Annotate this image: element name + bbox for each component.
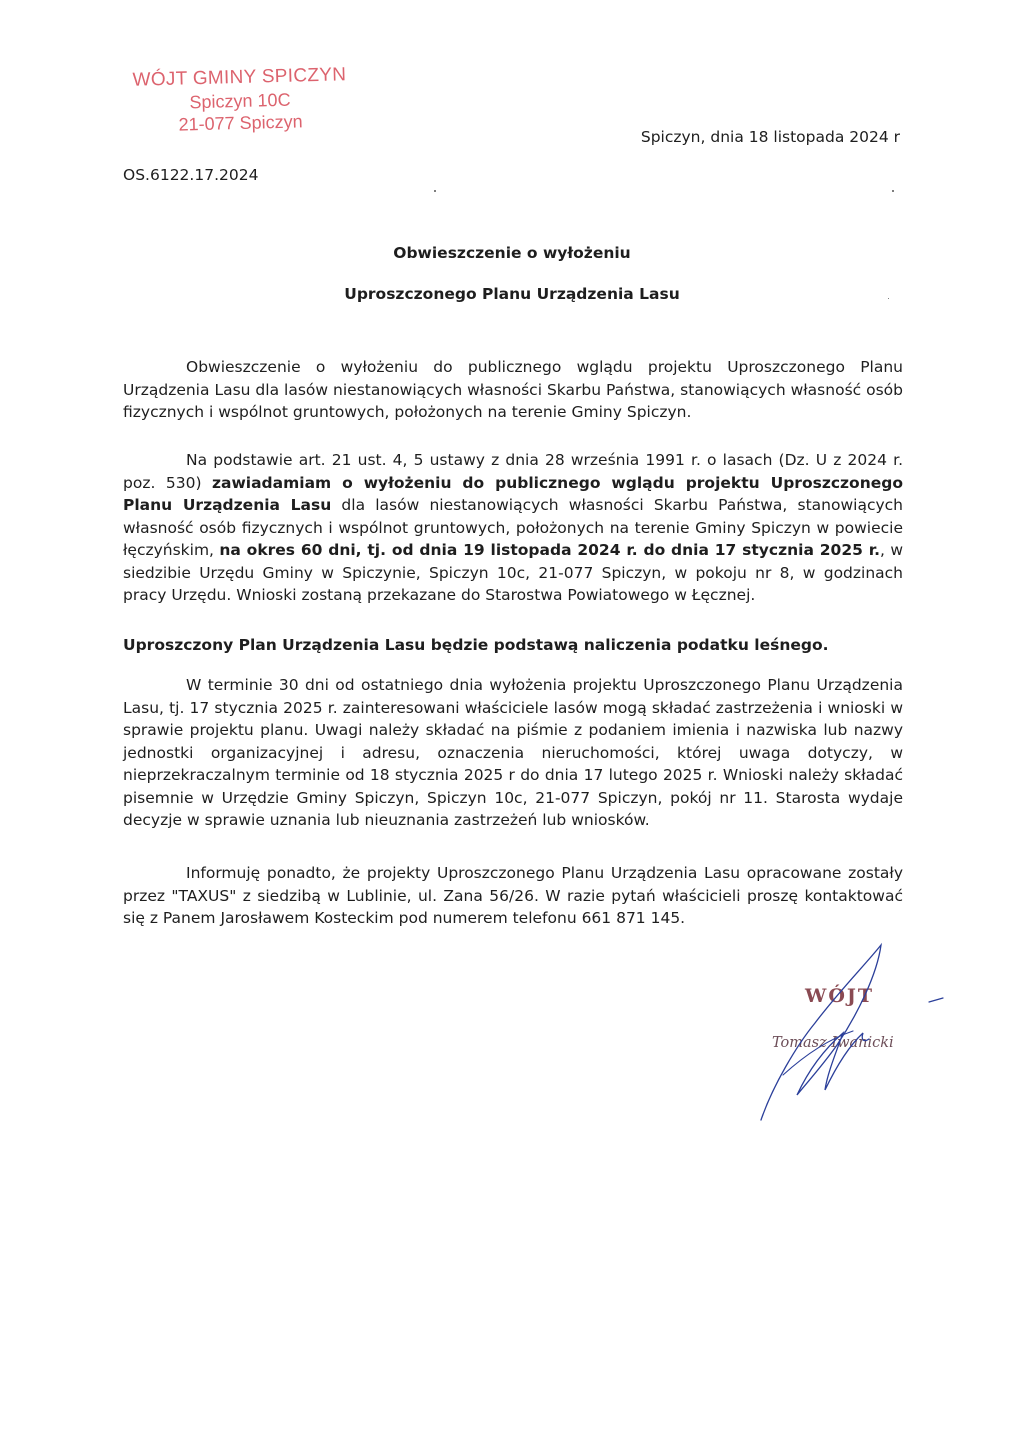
- stamp-line-1: WÓJT GMINY SPICZYN: [132, 64, 347, 91]
- document-title-line-1: Obwieszczenie o wyłożeniu: [393, 244, 631, 262]
- paragraph-legal-basis: [123, 449, 903, 607]
- paragraph-intro: [123, 356, 903, 424]
- paragraph-contact-text: Informuję ponadto, że projekty Uproszczonego Planu Urządzenia Lasu opracowane zostały przez "TAXUS" z siedzibą w Lublinie, ul. Zana 56/26. W razie pytań właścicieli proszę kontaktować się z Panem Jarosławem Kosteckim pod numerem telefonu 661 871 145.: [123, 864, 903, 927]
- signature-title: WÓJT: [805, 985, 875, 1007]
- paragraph-objections-text: W terminie 30 dni od ostatniego dnia wyłożenia projektu Uproszczonego Planu Urządzenia Lasu, tj. 17 stycznia 2025 r. zainteresowani właściciele lasów mogą składać zastrzeżenia i wnioski w sprawie projektu planu. Uwagi należy składać na piśmie z podaniem imienia i nazwiska lub nazwy jednostki organizacyjnej i adresu, oznaczenia nieruchomości, której uwaga dotyczy, w nieprzekraczalnym terminie od 18 stycznia 2025 r do dnia 17 lutego 2025 r. Wnioski należy składać pisemnie w Urzędzie Gminy Spiczyn, Spiczyn 10c, 21-077 Spiczyn, pokój nr 11. Starosta wydaje decyzje w sprawie uznania lub nieuznania zastrzeżeń lub wniosków.: [123, 676, 903, 829]
- signature-stroke: [761, 945, 881, 1120]
- legal-basis-part-a: Na podstawie art. 21 ust. 4, 5 ustawy z dnia 28 września 1991 r. o lasach (Dz. U z 2024 r. poz. 530): [123, 451, 903, 492]
- office-stamp: [119, 63, 361, 137]
- reference-number: OS.6122.17.2024: [123, 166, 259, 184]
- stamp-line-3: 21-077 Spiczyn: [178, 111, 303, 135]
- scan-speck: [892, 190, 894, 192]
- place-and-date: Spiczyn, dnia 18 listopada 2024 r: [640, 128, 900, 146]
- paragraph-tax-note-text: Uproszczony Plan Urządzenia Lasu będzie podstawą naliczenia podatku leśnego.: [123, 636, 829, 654]
- paragraph-intro-text: Obwieszczenie o wyłożeniu do publicznego wglądu projektu Uproszczonego Planu Urządzenia Lasu dla lasów niestanowiących własności Skarbu Państwa, stanowiących własność osób fizycznych i wspólnot gruntowych, położonych na terenie Gminy Spiczyn.: [123, 358, 903, 421]
- stamp-line-2: Spiczyn 10C: [189, 89, 291, 113]
- legal-basis-announcement: zawiadamiam o wyłożeniu do publicznego wglądu projektu Uproszczonego Planu Urządzenia Lasu: [123, 473, 903, 514]
- legal-basis-part-c: dla lasów niestanowiących własności Skarbu Państwa, stanowiących własność osób fizycznych i wspólnot gruntowych, położonych na terenie Gminy Spiczyn w powiecie łęczyńskim,: [123, 496, 903, 559]
- document-title-line-2: Uproszczonego Planu Urządzenia Lasu: [344, 285, 680, 303]
- paragraph-contact: [123, 862, 903, 930]
- legal-basis-part-e: , w siedzibie Urzędu Gminy w Spiczynie, Spiczyn 10c, 21-077 Spiczyn, w pokoju nr 8, w godzinach pracy Urzędu. Wnioski zostaną przekazane do Starostwa Powiatowego w Łęcznej.: [123, 541, 904, 604]
- signature-name: Tomasz Iwanicki: [772, 1035, 894, 1051]
- paragraph-legal-basis-text: [123, 449, 903, 607]
- paragraph-tax-note: [123, 634, 903, 657]
- legal-basis-period: na okres 60 dni, tj. od dnia 19 listopada 2024 r. do dnia 17 stycznia 2025 r.: [219, 541, 881, 559]
- scan-speck: [434, 190, 436, 192]
- paragraph-objections: [123, 674, 903, 832]
- signature-dash: [929, 998, 943, 1002]
- handwritten-signature: [745, 935, 945, 1135]
